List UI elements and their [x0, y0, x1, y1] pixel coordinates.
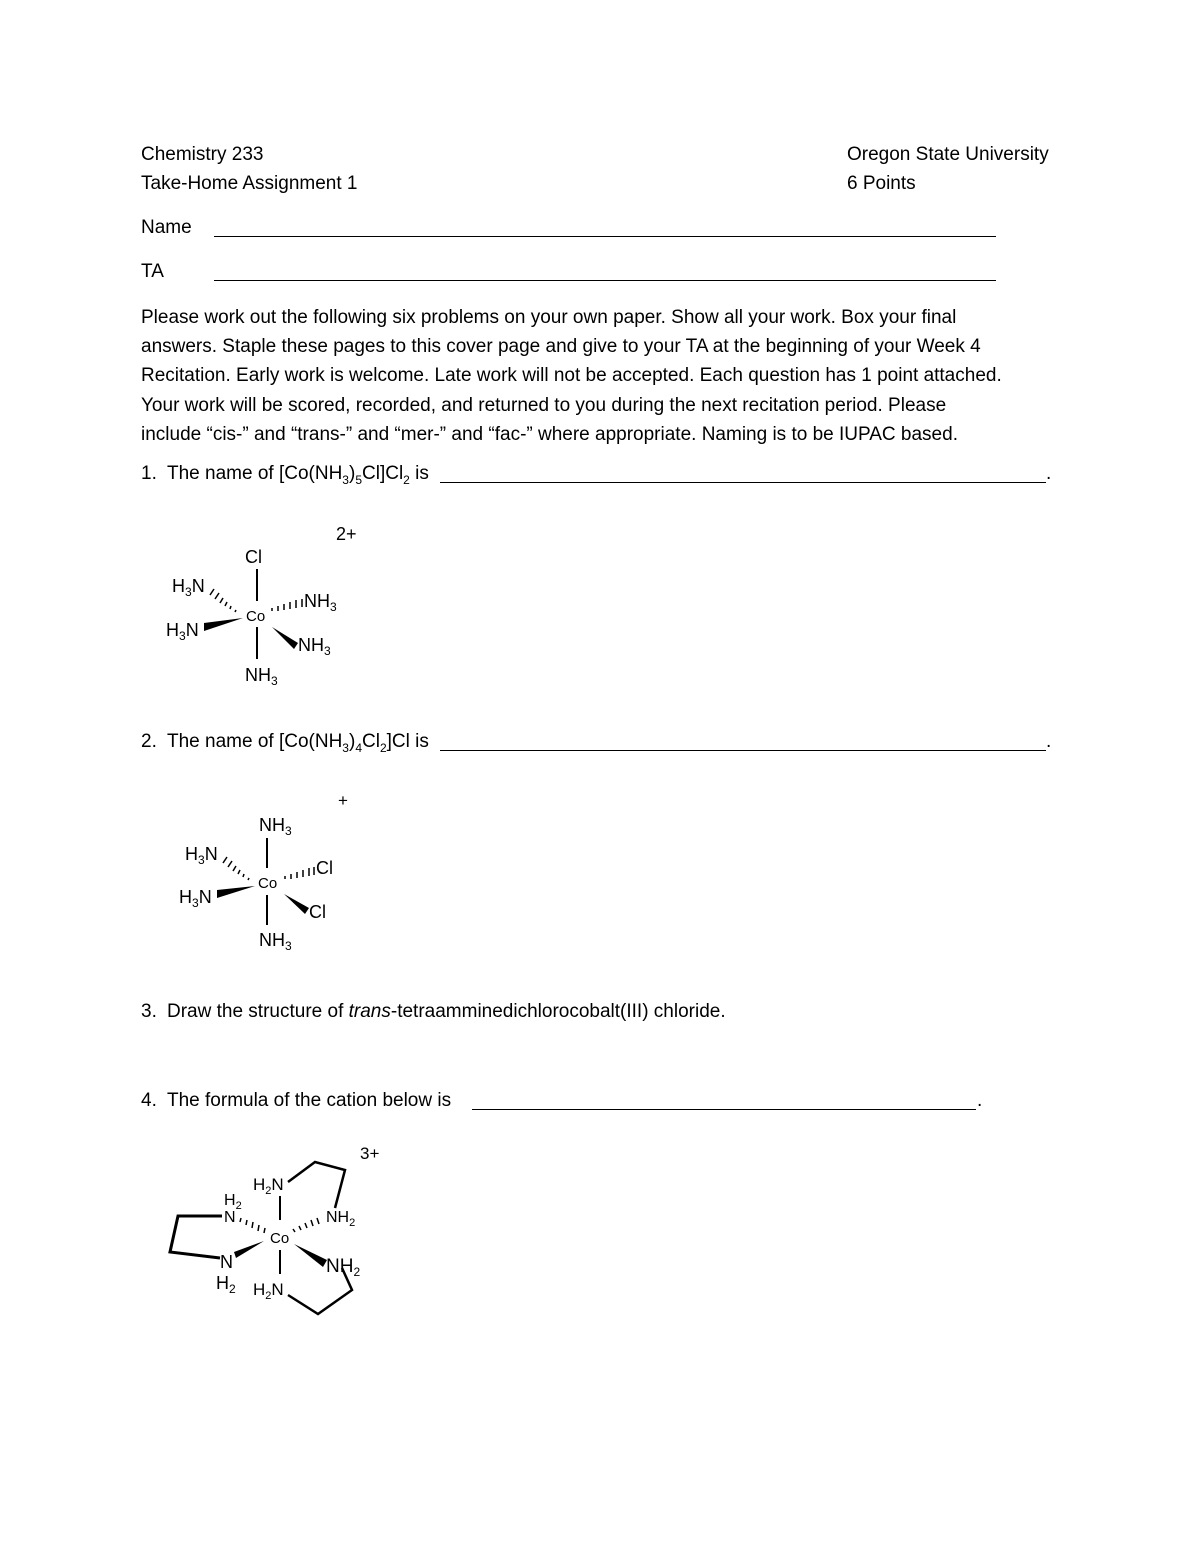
molecule-1-diagram	[160, 515, 380, 695]
answer-line-1[interactable]	[440, 482, 1046, 483]
charge-label: +	[338, 791, 348, 810]
ligand-upper-left: $H_3N$	[172, 576, 205, 599]
ligand-lower-left: $H_3N$	[179, 887, 212, 910]
hashed-bond-upper-left	[210, 589, 236, 612]
formula: $[Co(NH_3)_4Cl_2]Cl$	[278, 731, 410, 755]
question-2: 2. The name of $[Co(NH_3)_4Cl_2]Cl$ is	[141, 731, 429, 755]
answer-line-4[interactable]	[472, 1109, 976, 1110]
hashed-bond-upper-right	[285, 867, 314, 879]
points-value: 6 Points	[847, 173, 916, 194]
ta-label: TA	[141, 261, 164, 282]
answer-end-period: .	[977, 1090, 983, 1111]
question-number: 3.	[141, 1001, 157, 1022]
ligand-bottom: $H_2N$	[253, 1280, 284, 1302]
ligand-bottom: $NH_3$	[259, 930, 292, 953]
instructions-paragraph	[141, 303, 1071, 449]
ligand-lower-right: $NH_2$	[326, 1256, 361, 1279]
university-name: Oregon State University	[847, 144, 1049, 165]
ligand-bottom: $NH_3$	[245, 665, 278, 688]
wedge-bond-lower-left	[204, 618, 243, 631]
answer-line-2[interactable]	[440, 750, 1046, 751]
hashed-bond-upper-left	[240, 1218, 265, 1233]
ligand-upper-right: $NH_3$	[304, 591, 337, 614]
metal-center: Co	[258, 875, 278, 892]
course-title: Chemistry 233	[141, 144, 264, 165]
formula: $[Co(NH_3)_5Cl]Cl_2$	[278, 463, 410, 487]
ligand-lower-right: Cl	[309, 902, 326, 922]
molecule-2-diagram	[175, 790, 375, 960]
name-field-line[interactable]	[214, 236, 996, 237]
ligand-top: $NH_3$	[259, 815, 292, 838]
wedge-bond-lower-right	[294, 1244, 327, 1267]
name-label: Name	[141, 217, 192, 238]
hashed-bond-upper-right	[293, 1218, 319, 1232]
ligand-lower-right: $NH_3$	[298, 635, 331, 658]
ta-field-line[interactable]	[214, 280, 996, 281]
ligand-top: Cl	[245, 547, 262, 567]
molecule-4-diagram	[160, 1140, 400, 1330]
answer-end-period: .	[1046, 463, 1052, 484]
ligand-top: $H_2N$	[253, 1175, 284, 1197]
instruction-line: Please work out the following six problems on your own paper. Show all your work. Box your final	[141, 307, 957, 328]
metal-center: Co	[246, 608, 266, 625]
charge-label: 2+	[336, 524, 357, 544]
answer-end-period: .	[1046, 731, 1052, 752]
ligand-lower-left-h: $H_2$	[216, 1273, 236, 1296]
ligand-upper-right: Cl	[316, 858, 333, 878]
hashed-bond-upper-right	[272, 599, 302, 611]
ligand-upper-left: $H_3N$	[185, 844, 218, 867]
question-number: 1.	[141, 463, 157, 484]
chelate-ring-left	[170, 1216, 222, 1258]
instruction-line: include “cis-” and “trans-” and “mer-” and “fac-” where appropriate. Naming is to be IUPAC based.	[141, 423, 958, 445]
question-number: 4.	[141, 1090, 157, 1111]
question-3: 3. Draw the structure of trans-tetraamminedichlorocobalt(III) chloride.	[141, 1001, 726, 1022]
metal-center: Co	[270, 1230, 290, 1247]
assignment-title: Take-Home Assignment 1	[141, 173, 358, 194]
question-number: 2.	[141, 731, 157, 752]
wedge-bond-lower-left	[234, 1241, 264, 1258]
ligand-upper-left-n: N	[224, 1209, 236, 1226]
ligand-upper-right: $NH_2$	[326, 1209, 356, 1229]
wedge-bond-lower-right	[272, 627, 298, 649]
chelate-ring-top-right	[288, 1162, 345, 1208]
ligand-lower-left: $H_3N$	[166, 620, 199, 643]
question-1: 1. The name of $[Co(NH_3)_5Cl]Cl_2$ is	[141, 463, 429, 487]
charge-label: 3+	[360, 1144, 380, 1163]
instruction-line: Recitation. Early work is welcome. Late work will not be accepted. Each question has 1 point attached.	[141, 365, 1002, 387]
ligand-upper-left-h: $H_2$	[224, 1192, 242, 1212]
instruction-line: answers. Staple these pages to this cover page and give to your TA at the beginning of your Week 4	[141, 336, 981, 358]
hashed-bond-upper-left	[223, 857, 249, 880]
ligand-lower-left-n: N	[220, 1252, 233, 1272]
wedge-bond-lower-left	[217, 886, 255, 898]
wedge-bond-lower-right	[284, 894, 309, 914]
instruction-line: Your work will be scored, recorded, and returned to you during the next recitation period. Please	[141, 394, 947, 416]
question-4: 4. The formula of the cation below is	[141, 1090, 452, 1111]
